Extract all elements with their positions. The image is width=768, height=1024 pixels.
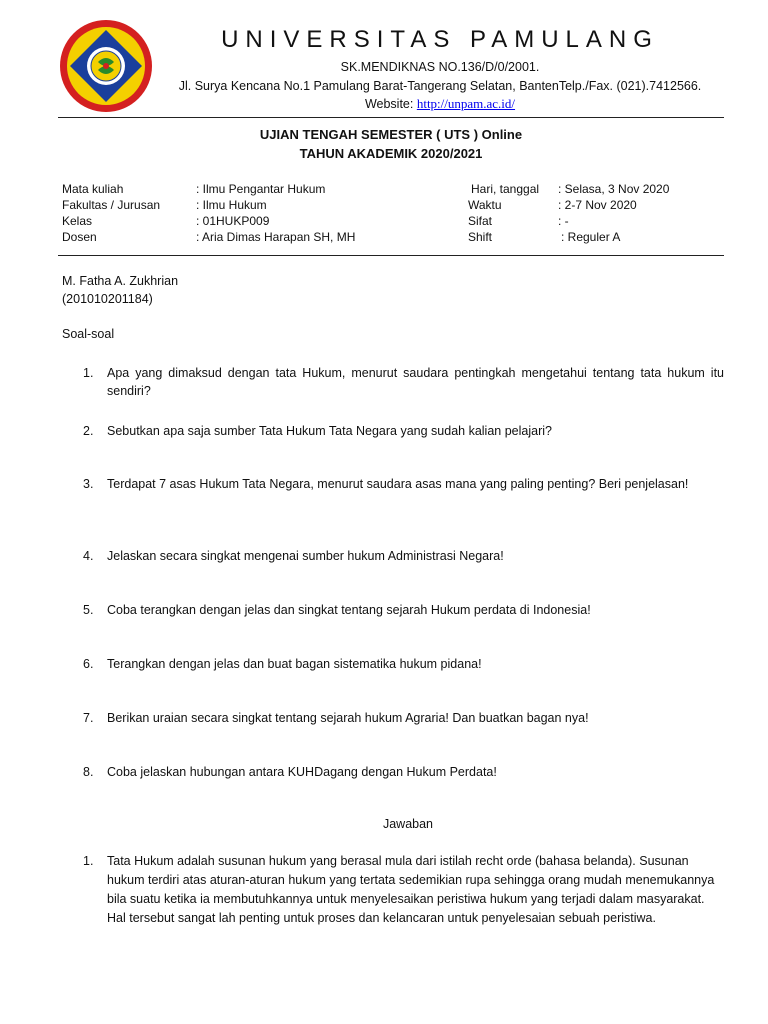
question-number: 1. bbox=[83, 366, 94, 380]
question-number: 4. bbox=[83, 549, 94, 563]
question-text: Jelaskan secara singkat mengenai sumber hukum Administrasi Negara! bbox=[107, 549, 504, 563]
question-text: Sebutkan apa saja sumber Tata Hukum Tata Negara yang sudah kalian pelajari? bbox=[107, 424, 552, 438]
question-number: 3. bbox=[83, 477, 94, 491]
academic-year: TAHUN AKADEMIK 2020/2021 bbox=[299, 146, 483, 161]
info-label: Hari, tanggal bbox=[471, 182, 540, 196]
exam-title: UJIAN TENGAH SEMESTER ( UTS ) Online bbox=[259, 127, 523, 142]
question-text: Terdapat 7 asas Hukum Tata Negara, menurut saudara asas mana yang paling penting? Beri penjelasan! bbox=[107, 477, 689, 491]
question-number: 7. bbox=[83, 711, 94, 725]
info-value: : Aria Dimas Harapan SH, MH bbox=[196, 230, 356, 244]
question-item bbox=[83, 709, 724, 727]
info-value: : Reguler A bbox=[561, 230, 621, 244]
question-number: 6. bbox=[83, 657, 94, 671]
info-value: : Ilmu Pengantar Hukum bbox=[196, 182, 326, 196]
info-label: Dosen bbox=[62, 230, 97, 244]
question-number: 2. bbox=[83, 424, 94, 438]
info-label: Kelas bbox=[62, 214, 93, 228]
student-name: M. Fatha A. Zukhrian bbox=[62, 274, 179, 288]
info-value: : 01HUKP009 bbox=[196, 214, 270, 228]
question-text: Terangkan dengan jelas dan buat bagan sistematika hukum pidana! bbox=[107, 657, 482, 671]
university-name: UNIVERSITAS PAMULANG bbox=[221, 26, 659, 53]
info-label: Fakultas / Jurusan bbox=[62, 198, 161, 212]
info-value: : - bbox=[558, 214, 569, 228]
question-item bbox=[83, 601, 724, 619]
question-text: Berikan uraian secara singkat tentang sejarah hukum Agraria! Dan buatkan bagan nya! bbox=[107, 711, 589, 725]
info-value: : 2-7 Nov 2020 bbox=[558, 198, 637, 212]
answer-number: 1. bbox=[83, 854, 94, 868]
student-id: (201010201184) bbox=[62, 292, 153, 306]
answer-text: Tata Hukum adalah susunan hukum yang berasal mula dari istilah recht orde (bahasa belanda). Susunan hukum terdiri atas aturan-aturan hukum yang tertata sedemikian rupa sehingga orang mudah menemukannya bila suatu ketika ia membutuhkannya untuk menyelesaikan peristiwa hukum yang terjadi dalam masyarakat. Hal tersebut sangat lah penting untuk proses dan kelancaran untuk penyelesaian sebuah peristiwa. bbox=[107, 854, 715, 925]
question-item bbox=[83, 547, 724, 565]
website-link[interactable]: http://unpam.ac.id/ bbox=[416, 96, 516, 111]
question-text: Coba terangkan dengan jelas dan singkat tentang sejarah Hukum perdata di Indonesia! bbox=[107, 603, 591, 617]
question-text: Apa yang dimaksud dengan tata Hukum, menurut saudara pentingkah mengetahui tentang tata hukum itu sendiri? bbox=[107, 366, 724, 398]
decree-number: SK.MENDIKNAS NO.136/D/0/2001. bbox=[340, 60, 540, 74]
question-item bbox=[83, 475, 724, 493]
question-number: 8. bbox=[83, 765, 94, 779]
info-label: Shift bbox=[468, 230, 493, 244]
questions-heading: Soal-soal bbox=[62, 327, 115, 341]
info-label: Mata kuliah bbox=[62, 182, 124, 196]
question-text: Coba jelaskan hubungan antara KUHDagang dengan Hukum Perdata! bbox=[107, 765, 497, 779]
info-divider bbox=[58, 255, 724, 256]
question-number: 5. bbox=[83, 603, 94, 617]
info-label: Waktu bbox=[468, 198, 502, 212]
university-logo bbox=[58, 18, 154, 114]
answer-item bbox=[83, 852, 724, 928]
question-item bbox=[83, 422, 724, 440]
website-label: Website: bbox=[364, 97, 414, 111]
info-value: : Selasa, 3 Nov 2020 bbox=[558, 182, 670, 196]
question-item bbox=[83, 763, 724, 781]
question-item bbox=[83, 655, 724, 673]
info-value: : Ilmu Hukum bbox=[196, 198, 267, 212]
question-item bbox=[83, 364, 724, 400]
info-label: Sifat bbox=[468, 214, 493, 228]
website-line bbox=[160, 96, 720, 112]
header-divider bbox=[58, 117, 724, 118]
university-address: Jl. Surya Kencana No.1 Pamulang Barat-Tangerang Selatan, BantenTelp./Fax. (021).7412566. bbox=[178, 79, 702, 93]
answers-heading: Jawaban bbox=[382, 817, 434, 831]
